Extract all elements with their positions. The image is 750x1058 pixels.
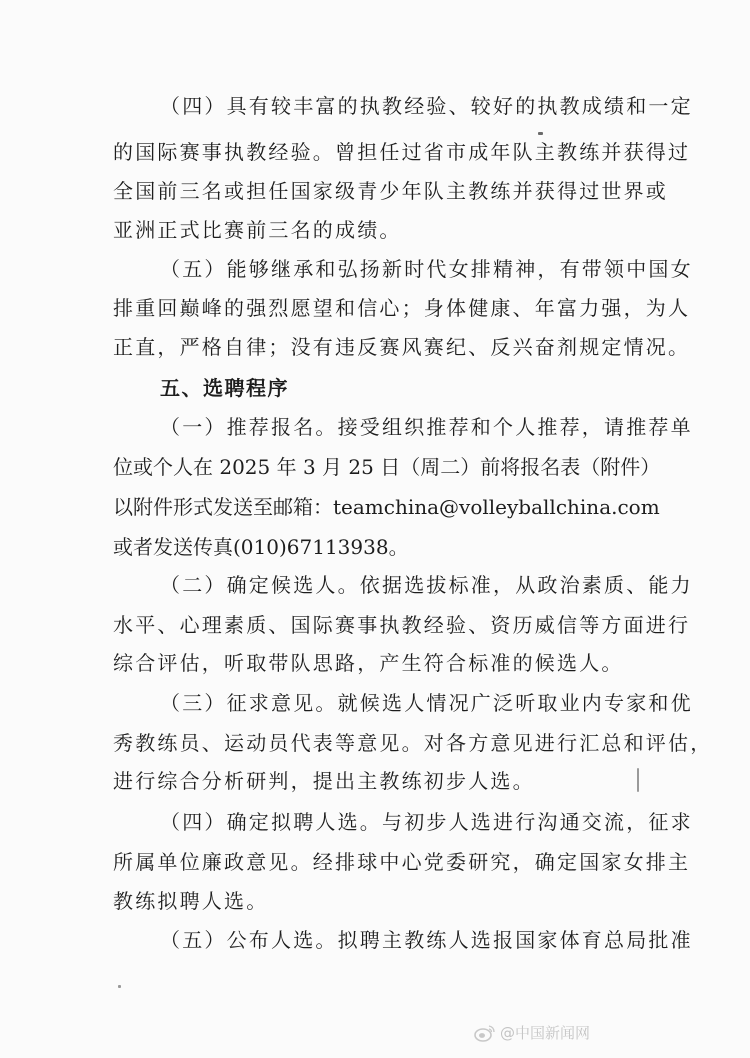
text-line-3: 全国前三名或担任国家级青少年队主教练并获得过世界或 (113, 179, 668, 203)
watermark (474, 1024, 590, 1042)
text-line-11: 以附件形式发送至邮箱：teamchina@volleyballchina.com (113, 495, 660, 519)
watermark-text: @中国新闻网 (500, 1024, 591, 1042)
text-line-13: （二）确定候选人。依据选拔标准，从政治素质、能力 (160, 573, 693, 597)
text-line-17: 秀教练员、运动员代表等意见。对各方意见进行汇总和评估， (113, 731, 713, 755)
text-line-4: 亚洲正式比赛前三名的成绩。 (113, 218, 402, 242)
text-line-6: 排重回巅峰的强烈愿望和信心；身体健康、年富力强，为人 (113, 296, 691, 320)
text-line-20: 所属单位廉政意见。经排球中心党委研究，确定国家女排主 (113, 850, 691, 874)
text-line-5: （五）能够继承和弘扬新时代女排精神，有带领中国女 (160, 257, 693, 281)
text-line-21: 教练拟聘人选。 (113, 889, 269, 913)
text-line-7: 正直，严格自律；没有违反赛风赛纪、反兴奋剂规定情况。 (113, 335, 691, 359)
scan-speck (118, 985, 121, 988)
text-line-15: 综合评估，听取带队思路，产生符合标准的候选人。 (113, 651, 624, 675)
text-line-19: （四）确定拟聘人选。与初步人选进行沟通交流，征求 (160, 810, 693, 834)
text-line-10: 位或个人在 2025 年 3 月 25 日（周二）前将报名表（附件） (113, 455, 661, 479)
text-line-18: 进行综合分析研判，提出主教练初步人选。 (113, 769, 535, 793)
text-line-1: （四）具有较丰富的执教经验、较好的执教成绩和一定 (160, 94, 693, 118)
section-heading: 五、选聘程序 (160, 376, 289, 400)
text-line-12: 或者发送传真(010)67113938。 (113, 535, 409, 559)
scan-speck (637, 768, 639, 792)
text-line-22: （五）公布人选。拟聘主教练人选报国家体育总局批准 (160, 928, 693, 952)
text-line-14: 水平、心理素质、国际赛事执教经验、资历威信等方面进行 (113, 613, 691, 637)
text-line-16: （三）征求意见。就候选人情况广泛听取业内专家和优 (160, 691, 693, 715)
weibo-logo-icon (474, 1024, 496, 1042)
text-line-9: （一）推荐报名。接受组织推荐和个人推荐，请推荐单 (160, 415, 693, 439)
text-line-2: 的国际赛事执教经验。曾担任过省市成年队主教练并获得过 (113, 140, 691, 164)
scan-speck (538, 132, 543, 135)
